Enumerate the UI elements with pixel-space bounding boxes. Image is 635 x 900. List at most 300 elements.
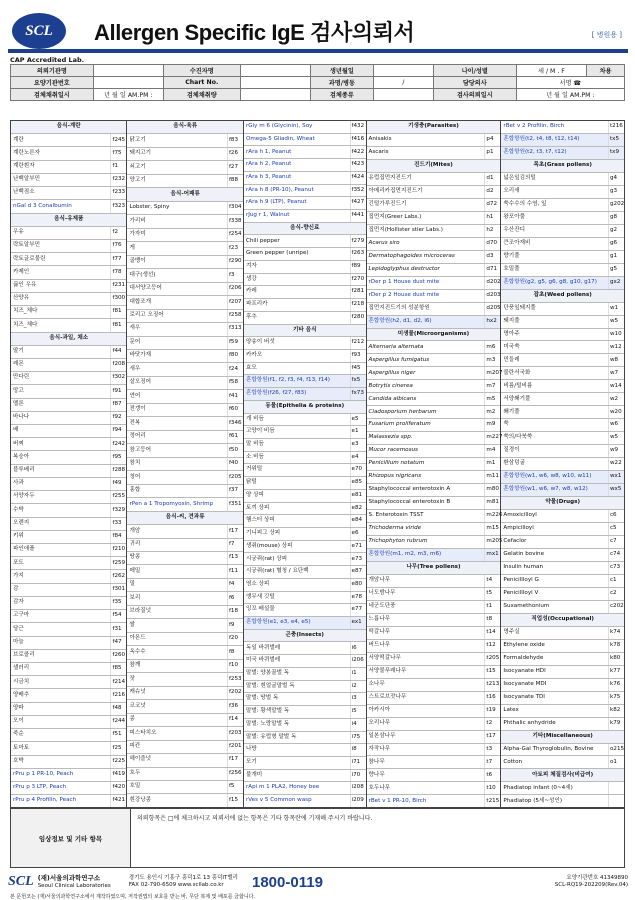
allergen-row[interactable] [244, 732, 366, 745]
allergen-row[interactable] [367, 523, 501, 536]
allergen-row[interactable] [367, 316, 501, 329]
allergen-row[interactable] [127, 768, 242, 781]
allergen-row[interactable] [11, 504, 126, 517]
allergen-row[interactable] [367, 666, 501, 679]
allergen-row[interactable] [11, 491, 126, 504]
allergen-row[interactable] [244, 503, 366, 516]
allergen-row[interactable] [501, 795, 624, 807]
allergen-row[interactable] [11, 570, 126, 583]
allergen-row[interactable] [11, 306, 126, 319]
allergen-row[interactable] [244, 490, 366, 503]
allergen-row[interactable] [244, 655, 366, 668]
allergen-code: t16 [484, 692, 500, 704]
allergen-name: 쑥 [503, 421, 509, 428]
allergen-row[interactable] [367, 225, 501, 238]
allergen-row[interactable] [501, 367, 624, 380]
allergen-row[interactable] [501, 679, 624, 692]
allergen-code: f54 [110, 610, 126, 622]
allergen-row[interactable] [244, 388, 366, 401]
allergen-row[interactable] [127, 390, 242, 403]
allergen-row[interactable] [244, 579, 366, 592]
allergen-row[interactable] [367, 134, 501, 147]
allergen-row[interactable] [367, 484, 501, 497]
allergen-row[interactable] [244, 452, 366, 465]
allergen-code: m4 [484, 445, 500, 457]
allergen-row[interactable] [244, 286, 366, 299]
allergen-row[interactable] [127, 404, 242, 417]
allergen-row[interactable] [367, 653, 501, 666]
allergen-row[interactable] [367, 277, 501, 290]
allergen-row[interactable] [244, 592, 366, 605]
allergen-row[interactable] [11, 147, 126, 160]
allergen-row[interactable] [244, 248, 366, 261]
allergen-row[interactable] [244, 375, 366, 388]
allergen-row[interactable] [501, 484, 624, 497]
allergen-row[interactable] [367, 199, 501, 212]
allergen-row[interactable] [11, 319, 126, 332]
allergen-row[interactable] [367, 264, 501, 277]
allergen-row[interactable] [367, 251, 501, 264]
allergen-row[interactable] [367, 238, 501, 251]
allergen-row[interactable] [501, 588, 624, 601]
allergen-row[interactable] [367, 692, 501, 705]
allergen-row[interactable] [501, 718, 624, 731]
allergen-row[interactable] [367, 795, 501, 807]
allergen-row[interactable] [367, 458, 501, 471]
allergen-row[interactable] [127, 525, 242, 538]
allergen-row[interactable] [11, 703, 126, 716]
allergen-code: k80 [608, 653, 624, 665]
allergen-row[interactable] [127, 579, 242, 592]
allergen-name: 연어 [129, 392, 141, 399]
allergen-row[interactable] [127, 673, 242, 686]
allergen-row[interactable] [11, 597, 126, 610]
allergen-row[interactable] [501, 251, 624, 264]
allergen-row[interactable] [127, 269, 242, 282]
allergen-name: 호두나무 [368, 784, 391, 791]
allergen-row[interactable] [501, 627, 624, 640]
allergen-row[interactable] [367, 640, 501, 653]
allergen-row[interactable] [367, 497, 501, 510]
allergen-row[interactable] [501, 186, 624, 199]
institution-field[interactable] [93, 65, 163, 77]
allergen-name: 치즈_체다 [13, 321, 38, 328]
allergen-row[interactable] [501, 744, 624, 757]
allergen-row[interactable] [11, 465, 126, 478]
allergen-row[interactable] [367, 432, 501, 445]
allergen-code: f260 [110, 650, 126, 662]
allergen-row[interactable] [127, 687, 242, 700]
allergen-row[interactable] [127, 242, 242, 255]
allergen-row[interactable] [501, 432, 624, 445]
allergen-row[interactable] [244, 757, 366, 770]
allergen-row[interactable] [244, 515, 366, 528]
allergen-row[interactable] [127, 444, 242, 457]
allergen-row[interactable] [127, 498, 242, 511]
allergen-row[interactable] [11, 412, 126, 425]
allergen-row[interactable] [127, 606, 242, 619]
allergen-row[interactable] [127, 660, 242, 673]
allergen-row[interactable] [367, 471, 501, 484]
allergen-row[interactable] [367, 601, 501, 614]
allergen-row[interactable] [501, 756, 624, 769]
allergen-row[interactable] [244, 668, 366, 681]
allergen-row[interactable] [11, 438, 126, 451]
allergen-row[interactable] [501, 666, 624, 679]
allergen-code: f51 [110, 729, 126, 741]
allergen-row[interactable] [244, 617, 366, 630]
allergen-row[interactable] [127, 215, 242, 228]
allergen-row[interactable] [127, 754, 242, 767]
allergen-row[interactable] [127, 794, 242, 806]
allergen-row[interactable] [11, 795, 126, 807]
allergen-row[interactable] [244, 693, 366, 706]
allergen-row[interactable] [244, 274, 366, 287]
allergen-name: 청어 [129, 473, 141, 480]
allergen-row[interactable] [127, 592, 242, 605]
allergen-row[interactable] [244, 528, 366, 541]
allergen-row[interactable] [501, 212, 624, 225]
allergen-row[interactable] [11, 769, 126, 782]
allergen-row[interactable] [367, 406, 501, 419]
allergen-row[interactable] [501, 601, 624, 614]
allergen-row[interactable] [501, 134, 624, 147]
allergen-row[interactable] [367, 549, 501, 562]
allergen-row[interactable] [367, 782, 501, 795]
allergen-row[interactable] [367, 588, 501, 601]
allergen-row[interactable] [244, 350, 366, 363]
allergen-row[interactable] [11, 663, 126, 676]
allergen-row[interactable] [11, 399, 126, 412]
allergen-row[interactable] [11, 293, 126, 306]
allergen-code: w6 [608, 419, 624, 431]
allergen-row[interactable] [244, 210, 366, 223]
allergen-name: 말벌: 땅벌 독 [245, 695, 279, 702]
allergen-row[interactable] [244, 146, 366, 159]
allergen-row[interactable] [244, 159, 366, 172]
allergen-row[interactable] [11, 134, 126, 147]
allergen-row[interactable] [127, 700, 242, 713]
allergen-row[interactable] [127, 175, 242, 188]
allergen-row[interactable] [501, 782, 624, 795]
allergen-row[interactable] [501, 445, 624, 458]
allergen-row[interactable] [244, 795, 366, 807]
allergen-row[interactable] [367, 419, 501, 432]
allergen-row[interactable] [11, 200, 126, 213]
allergen-row[interactable] [127, 741, 242, 754]
allergen-row[interactable] [244, 770, 366, 783]
allergen-row[interactable] [367, 627, 501, 640]
allergen-row[interactable] [127, 323, 242, 336]
allergen-row[interactable] [244, 172, 366, 185]
allergen-row[interactable] [501, 238, 624, 251]
allergen-row[interactable] [244, 426, 366, 439]
allergen-row[interactable] [127, 350, 242, 363]
allergen-row[interactable] [244, 439, 366, 452]
allergen-row[interactable] [501, 549, 624, 562]
allergen-row[interactable] [11, 227, 126, 240]
allergen-code: f27 [227, 161, 243, 173]
allergen-name: Amoxicilloyl [503, 512, 537, 519]
allergen-row[interactable] [367, 614, 501, 627]
allergen-row[interactable] [501, 277, 624, 290]
allergen-name: 골뱅이 [129, 258, 146, 265]
allergen-row[interactable] [127, 310, 242, 323]
allergen-row[interactable] [244, 477, 366, 490]
allergen-code: m2 [484, 406, 500, 418]
allergen-code: w5 [608, 432, 624, 444]
allergen-row[interactable] [127, 229, 242, 242]
allergen-row[interactable] [11, 266, 126, 279]
allergen-row[interactable] [244, 197, 366, 210]
allergen-row[interactable] [11, 756, 126, 769]
allergen-row[interactable] [244, 719, 366, 732]
allergen-row[interactable] [367, 173, 501, 186]
allergen-row[interactable] [501, 536, 624, 549]
allergen-row[interactable] [11, 253, 126, 266]
allergen-row[interactable] [367, 186, 501, 199]
allergen-row[interactable] [367, 290, 501, 303]
allergen-row[interactable] [127, 619, 242, 632]
allergen-row[interactable] [11, 531, 126, 544]
birthdate-field[interactable] [373, 65, 433, 77]
allergen-row[interactable] [11, 385, 126, 398]
allergen-row[interactable] [244, 134, 366, 147]
allergen-row[interactable] [127, 377, 242, 390]
allergen-row[interactable] [501, 173, 624, 186]
allergen-row[interactable] [244, 604, 366, 617]
allergen-row[interactable] [11, 610, 126, 623]
allergen-row[interactable] [127, 417, 242, 430]
allergen-row[interactable] [127, 363, 242, 376]
allergen-row[interactable] [501, 264, 624, 277]
allergen-row[interactable] [501, 705, 624, 718]
allergen-row[interactable] [367, 380, 501, 393]
allergen-row[interactable] [501, 199, 624, 212]
allergen-code: d72 [484, 199, 500, 211]
allergen-row[interactable] [244, 312, 366, 325]
allergen-row[interactable] [127, 485, 242, 498]
allergen-row[interactable] [501, 147, 624, 160]
allergen-row[interactable] [11, 425, 126, 438]
allergen-row[interactable] [127, 727, 242, 740]
allergen-row[interactable] [127, 134, 242, 147]
allergen-row[interactable] [11, 676, 126, 689]
allergen-row[interactable] [501, 692, 624, 705]
allergen-row[interactable] [11, 782, 126, 795]
allergen-row[interactable] [367, 718, 501, 731]
allergen-row[interactable] [244, 541, 366, 554]
allergen-row[interactable] [367, 769, 501, 782]
request-date-field[interactable]: 년 월 일 AM.PM : [516, 89, 624, 101]
allergen-row[interactable] [367, 393, 501, 406]
age-sex-field[interactable]: 세 / M . F [516, 65, 587, 77]
allergen-row[interactable] [244, 553, 366, 566]
allergen-code: f81 [110, 306, 126, 318]
allergen-row[interactable] [501, 329, 624, 342]
allergen-row[interactable] [367, 510, 501, 523]
allergen-row[interactable] [367, 341, 501, 354]
allergen-row[interactable] [11, 280, 126, 293]
allergen-row[interactable] [244, 782, 366, 795]
allergen-name: Lobster, Spiny [129, 204, 170, 211]
info-label: 요양기관번호 [11, 77, 94, 89]
chart-number-field[interactable] [240, 77, 310, 89]
allergen-row[interactable] [367, 731, 501, 744]
allergen-row[interactable] [501, 471, 624, 484]
allergen-row[interactable] [244, 299, 366, 312]
allergen-row[interactable] [501, 640, 624, 653]
allergen-code: i70 [350, 770, 366, 782]
allergen-row[interactable] [244, 363, 366, 376]
department-field[interactable]: / [373, 77, 433, 89]
allergen-code: m6 [484, 341, 500, 353]
allergen-name: Gelatin bovine [503, 551, 545, 558]
allergen-row[interactable] [11, 637, 126, 650]
allergen-row[interactable] [11, 372, 126, 385]
allergen-row[interactable] [244, 744, 366, 757]
allergen-row[interactable] [244, 414, 366, 427]
allergen-row[interactable] [244, 681, 366, 694]
allergen-row[interactable] [127, 471, 242, 484]
allergen-row[interactable] [501, 341, 624, 354]
allergen-row[interactable] [244, 337, 366, 350]
allergen-row[interactable] [127, 781, 242, 794]
allergen-row[interactable] [501, 653, 624, 666]
allergen-row[interactable] [367, 303, 501, 316]
allergen-row[interactable] [127, 552, 242, 565]
allergen-row[interactable] [11, 584, 126, 597]
allergen-row[interactable] [367, 705, 501, 718]
allergen-row[interactable] [127, 539, 242, 552]
allergen-row[interactable] [11, 451, 126, 464]
doctor-sign-field[interactable]: 서명 ☎ [516, 77, 624, 89]
allergen-row[interactable] [127, 202, 242, 215]
allergen-row[interactable] [11, 623, 126, 636]
allergen-name: 말벌: 양봉꿀벌 독 [245, 669, 290, 676]
allergen-name: 카제인 [13, 268, 30, 275]
allergen-row[interactable] [11, 187, 126, 200]
allergen-row[interactable] [501, 316, 624, 329]
specimen-type-field[interactable] [373, 89, 433, 101]
allergen-row[interactable] [11, 716, 126, 729]
allergen-row[interactable] [11, 544, 126, 557]
allergen-row[interactable] [244, 235, 366, 248]
allergen-row[interactable] [127, 256, 242, 269]
allergen-row[interactable] [367, 147, 501, 160]
clinical-info-note[interactable]: 의뢰항목은 □에 체크하시고 의뢰서에 없는 항목은 기타 항목란에 기재해 주시기 바랍니다. [137, 815, 373, 822]
allergen-code: g1 [608, 251, 624, 263]
allergen-row[interactable] [244, 566, 366, 579]
allergen-row[interactable] [501, 225, 624, 238]
allergen-row[interactable] [367, 756, 501, 769]
allergen-name: Staphylococcal enterotoxin B [368, 499, 451, 506]
volume-field[interactable] [240, 89, 310, 101]
allergen-row[interactable] [367, 354, 501, 367]
allergen-row[interactable] [501, 523, 624, 536]
allergen-row[interactable] [244, 464, 366, 477]
allergen-row[interactable] [11, 359, 126, 372]
allergen-row[interactable] [501, 393, 624, 406]
allergen-row[interactable] [501, 121, 624, 134]
allergen-code: h2 [484, 225, 500, 237]
allergen-name: 혼합항원(t2, t3, t7, t12) [503, 149, 567, 156]
allergen-row[interactable] [127, 646, 242, 659]
allergen-name: 불란서국화 [503, 369, 531, 376]
patient-name-field[interactable] [240, 65, 310, 77]
allergen-row[interactable] [501, 354, 624, 367]
allergen-row[interactable] [367, 367, 501, 380]
allergen-row[interactable] [501, 419, 624, 432]
allergen-row[interactable] [127, 633, 242, 646]
allergen-row[interactable] [11, 174, 126, 187]
allergen-row[interactable] [367, 536, 501, 549]
allergen-row[interactable] [367, 212, 501, 225]
allergen-row[interactable] [501, 406, 624, 419]
allergen-name: 시궁쥐(rat) 혈청 / 요단백 [245, 568, 309, 575]
allergen-row[interactable] [11, 161, 126, 174]
allergen-row[interactable] [501, 510, 624, 523]
allergen-name: 개 비듬 [245, 415, 264, 422]
allergen-code: f288 [110, 465, 126, 477]
allergen-row[interactable] [244, 121, 366, 134]
allergen-row[interactable] [127, 148, 242, 161]
allergen-row[interactable] [11, 557, 126, 570]
allergen-row[interactable] [11, 518, 126, 531]
allergen-row[interactable] [244, 706, 366, 719]
allergen-code: f33 [110, 518, 126, 530]
provider-number-field[interactable] [93, 77, 163, 89]
allergen-row[interactable] [11, 240, 126, 253]
allergen-code: c2 [608, 588, 624, 600]
allergen-row[interactable] [367, 445, 501, 458]
allergen-row[interactable] [11, 729, 126, 742]
allergen-row[interactable] [11, 346, 126, 359]
allergen-code: f92 [110, 412, 126, 424]
allergen-row[interactable] [127, 565, 242, 578]
allergen-name: 버드나무 [368, 641, 391, 648]
allergen-row[interactable] [127, 283, 242, 296]
allergen-row[interactable] [367, 575, 501, 588]
allergen-name: 미국 바퀴벌레 [245, 657, 281, 664]
allergen-row[interactable] [501, 562, 624, 575]
allergen-row[interactable] [367, 679, 501, 692]
allergen-row[interactable] [127, 161, 242, 174]
allergen-row[interactable] [501, 380, 624, 393]
allergen-row[interactable] [244, 261, 366, 274]
allergen-row[interactable] [127, 714, 242, 727]
allergen-row[interactable] [127, 337, 242, 350]
allergen-name: 대서양고등어 [129, 285, 162, 292]
collection-date-field[interactable]: 년 월 일 AM.PM : [93, 89, 163, 101]
allergen-code: t5 [484, 588, 500, 600]
allergen-row[interactable] [127, 431, 242, 444]
allergen-row[interactable] [501, 458, 624, 471]
allergen-row[interactable] [11, 650, 126, 663]
allergen-row[interactable] [244, 642, 366, 655]
allergen-row[interactable] [367, 744, 501, 757]
allergen-row[interactable] [11, 478, 126, 491]
allergen-row[interactable] [501, 303, 624, 316]
allergen-row[interactable] [127, 458, 242, 471]
allergen-row[interactable] [244, 185, 366, 198]
allergen-row[interactable] [501, 575, 624, 588]
allergen-row[interactable] [11, 742, 126, 755]
allergen-code: f10 [227, 660, 243, 672]
allergen-row[interactable] [127, 296, 242, 309]
allergen-row[interactable] [11, 689, 126, 702]
allergen-code: e87 [350, 566, 366, 578]
